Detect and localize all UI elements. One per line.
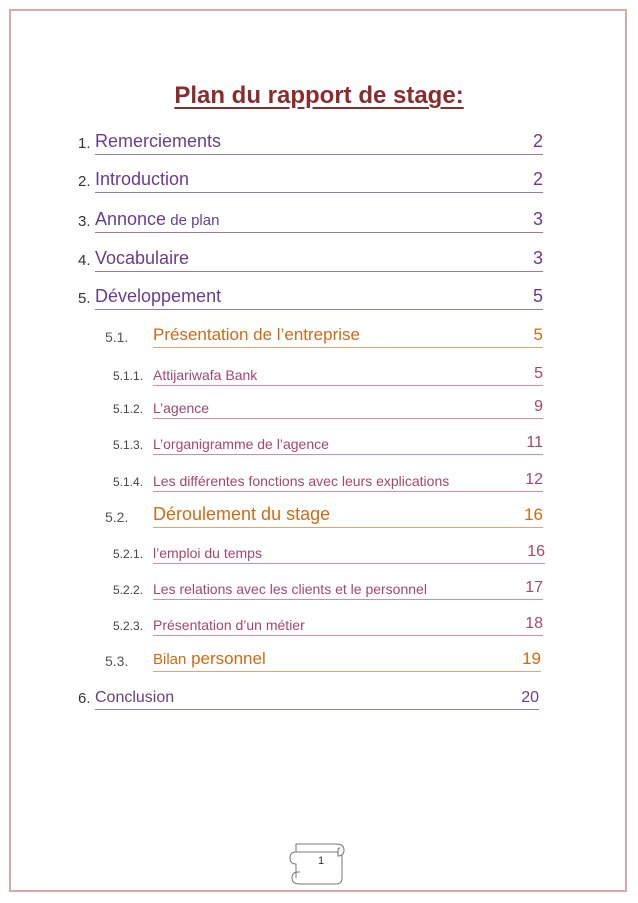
page-number: 1 <box>317 855 325 867</box>
toc-number: 6. <box>78 690 91 707</box>
toc-page-number: 11 <box>526 434 543 451</box>
toc-underline <box>153 635 543 636</box>
toc-page-number: 2 <box>532 131 543 151</box>
toc-page-number: 2 <box>532 169 543 189</box>
toc-entry-fonctions[interactable] <box>113 470 543 492</box>
toc-entry-remerciements[interactable] <box>78 133 543 155</box>
toc-number: 5.1.2. <box>113 402 144 416</box>
toc-label: L’agence <box>153 400 210 416</box>
toc-underline <box>153 527 543 528</box>
toc-page-number: 12 <box>525 471 543 488</box>
toc-page-number: 5 <box>533 325 543 344</box>
toc-number: 1. <box>78 135 91 152</box>
toc-underline <box>153 599 543 600</box>
toc-number: 5.1.4. <box>113 475 144 489</box>
toc-page-number: 9 <box>534 398 543 415</box>
toc-underline <box>95 309 543 310</box>
toc-label: Présentation d’un métier <box>153 617 305 633</box>
toc-page-number: 16 <box>524 505 543 524</box>
toc-underline <box>153 491 543 492</box>
toc-entry-bilan-personnel[interactable] <box>105 650 541 672</box>
toc-label: l’emploi du temps <box>153 545 262 561</box>
toc-number: 2. <box>78 173 91 190</box>
toc-number: 5. <box>78 290 91 307</box>
toc-underline <box>153 385 543 386</box>
toc-entry-deroulement-stage[interactable] <box>105 506 543 528</box>
toc-label <box>153 649 266 669</box>
toc-underline <box>153 671 541 672</box>
toc-page-number: 16 <box>527 543 545 560</box>
toc-label: Les différentes fonctions avec leurs explications <box>153 473 450 489</box>
toc-label: Attijariwafa Bank <box>153 367 258 383</box>
toc-label-rest: personnel <box>186 649 266 668</box>
toc-label-main: Bilan <box>153 651 187 668</box>
toc-page-number: 19 <box>522 649 541 668</box>
toc-entry-organigramme[interactable] <box>113 433 543 455</box>
toc-number: 5.2.1. <box>113 547 144 561</box>
toc-entry-emploi-du-temps[interactable] <box>113 542 545 564</box>
toc-label: Les relations avec les clients et le personnel <box>153 581 427 597</box>
toc-underline <box>95 709 539 710</box>
toc-label: Introduction <box>95 169 190 189</box>
toc-label: Déroulement du stage <box>153 504 331 524</box>
toc-number: 5.2.3. <box>113 619 144 633</box>
toc-entry-introduction[interactable] <box>78 171 543 193</box>
toc-label: Développement <box>95 286 222 306</box>
toc-entry-conclusion[interactable] <box>78 688 539 710</box>
toc-page-number: 3 <box>532 209 543 229</box>
toc-number: 5.1.1. <box>113 369 144 383</box>
toc-label: Remerciements <box>95 131 222 151</box>
toc-label: Présentation de l’entreprise <box>153 325 360 344</box>
toc-underline <box>153 563 545 564</box>
toc-label-main: Annonce <box>95 209 167 229</box>
toc-page-number: 20 <box>521 689 539 706</box>
toc-label: Vocabulaire <box>95 248 190 268</box>
toc-entry-agence[interactable] <box>113 397 543 419</box>
toc-underline <box>95 232 543 233</box>
toc-entry-relations-clients[interactable] <box>113 578 543 600</box>
toc-underline <box>153 454 543 455</box>
toc-underline <box>95 154 543 155</box>
toc-entry-annonce-de-plan[interactable] <box>78 211 543 233</box>
toc-number: 5.1.3. <box>113 438 144 452</box>
toc-number: 5.2. <box>105 509 129 525</box>
toc-label: Conclusion <box>95 689 175 706</box>
toc-entry-developpement[interactable] <box>78 288 543 310</box>
toc-page-number: 3 <box>532 248 543 268</box>
toc-entry-attijariwafa-bank[interactable] <box>113 364 543 386</box>
toc-label-rest: de plan <box>166 212 220 229</box>
page-title: Plan du rapport de stage: <box>174 82 464 109</box>
toc-label <box>95 209 219 230</box>
toc-number: 5.3. <box>105 653 129 669</box>
toc-entry-vocabulaire[interactable] <box>78 250 543 272</box>
toc-underline <box>153 418 543 419</box>
toc-underline <box>95 192 543 193</box>
toc-underline <box>153 347 543 348</box>
toc-number: 4. <box>78 252 91 269</box>
toc-page-number: 18 <box>525 615 543 632</box>
toc-page-number: 5 <box>532 286 543 306</box>
toc-entry-presentation-entreprise[interactable] <box>105 326 543 348</box>
toc-number: 5.2.2. <box>113 583 144 597</box>
toc-label: L’organigramme de l’agence <box>153 436 329 452</box>
toc-page-number: 17 <box>525 579 543 596</box>
toc-number: 3. <box>78 213 91 230</box>
toc-number: 5.1. <box>105 329 129 345</box>
toc-underline <box>95 271 543 272</box>
toc-entry-presentation-metier[interactable] <box>113 614 543 636</box>
toc-page-number: 5 <box>534 365 543 382</box>
